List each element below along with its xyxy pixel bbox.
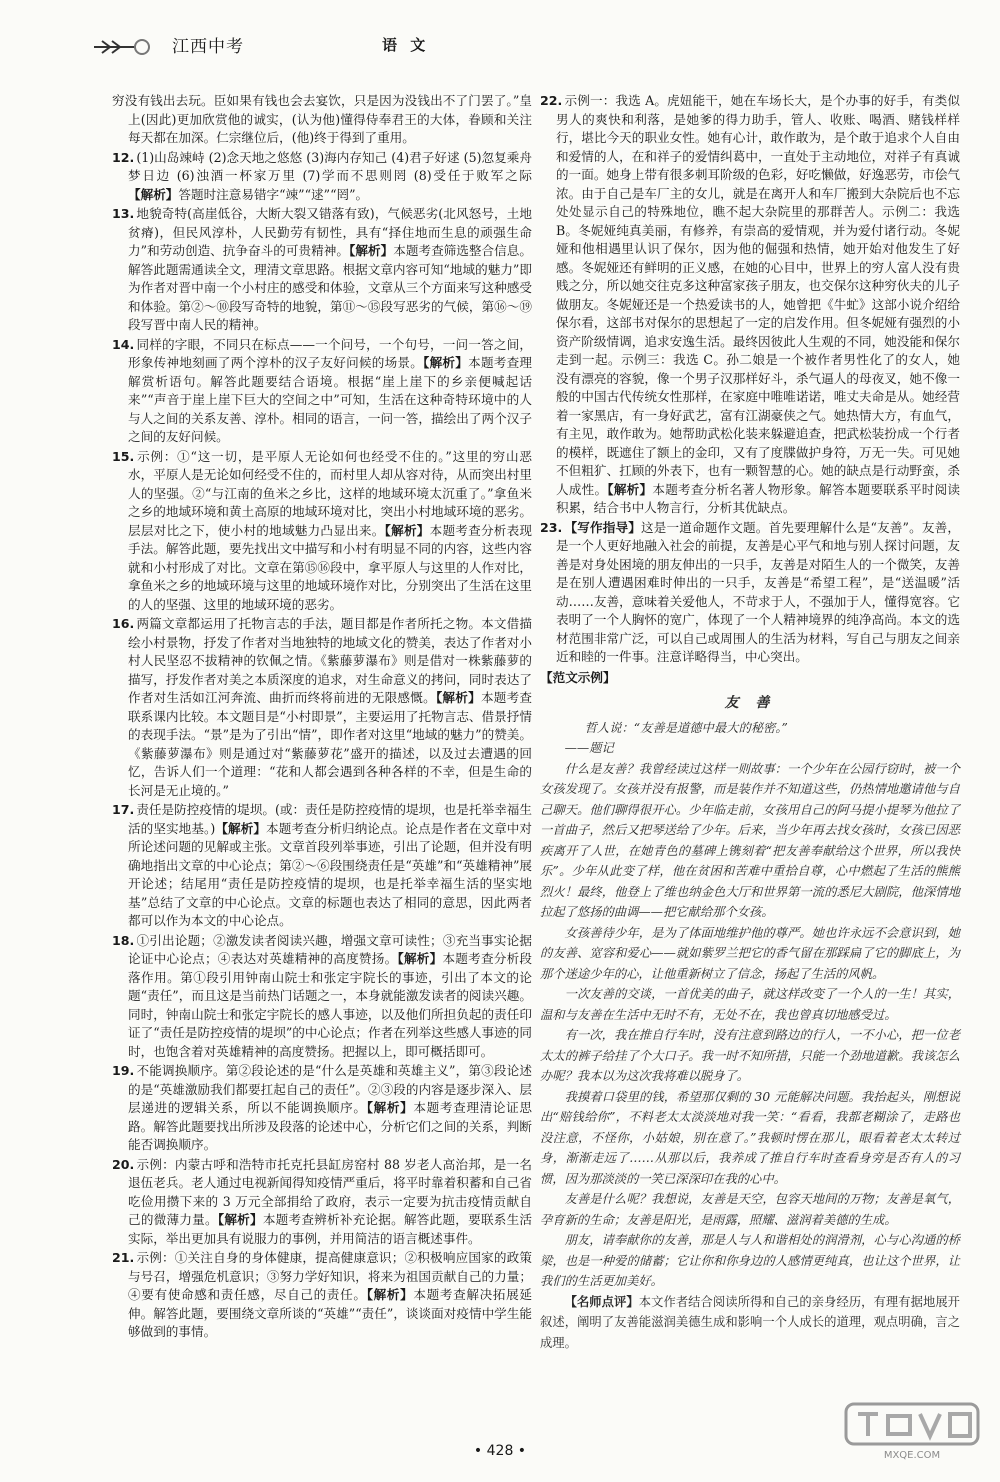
question-number: 12. [112, 149, 135, 165]
answer-item [112, 448, 532, 615]
teacher-comment-text: 本文作者结合阅读所得和自己的亲身经历，有理有据地展开叙述，阐明了友善能滋润美德生成和影响一个人成长的道理，观点明确，言之成理。 [540, 1294, 960, 1350]
answer-text: 示例一：我选 A。虎妞能干，她在车场长大，是个办事的好手，有类似男人的爽快和利落，是她爹的得力助手，管人、收账、喝酒、赌钱样样行，堪比今天的职业女性。她有心计，敢作敢为，是个敢于追求个人自由和爱情的人，在和祥子的爱情纠葛中，一直处于主动地位，对祥子有真诚的一面。她身上带有很多刺耳阶级的色彩，好吃懒做，好逸恶劳，市侩气浓。由于自己是车厂主的女儿，就是在离开人和车厂搬到大杂院后也不忘处处显示自己的特殊地位，瞧不起大杂院里的那群苦人。示例二：我选 B。冬妮娅纯真美丽，有修养，有崇高的爱情观，并为爱付诸行动。冬妮娅和他相遇里认识了保尔，因为他的倔强和热情，她开始对他发生了好感。冬妮娅还有鲜明的正义感，在她的心目中，世界上的穷人富人没有贵贱之分，所以她交往克多这种富家孩子朋友，也交保尔这种穷伙夫的儿子做朋友。冬妮娅还是一个热爱读书的人，她曾把《牛虻》这部小说介绍给保尔看，这部书对保尔的思想起了一定的启发作用。但冬妮娅有强烈的小资产阶级情调，追求安逸生活。最终因彼此人生观的不同，她没能和保尔走到一起。示例三：我选 C。孙二娘是一个被作者男性化了的女人，她没有漂亮的容貌，像一个男子汉那样好斗，杀气逼人的母夜叉，她不像一般的中国古代传统女性那样，在家庭中唯唯诺诺，唯丈夫命是从。她经营着一家黑店，有一身好武艺，富有江湖豪侠之气。她热情大方，有血气，有主见，敢作敢为。她帮助武松化装来躲避追查，把武松装扮成一个行者的模样，既遮住了额上的金印，又有了度牒做护身符，万无一失。可见她不但粗犷、扛顾的外表下，也有一颗智慧的心。她的缺点是行动野蛮，杀人成性。 [556, 93, 960, 497]
analysis-text: 本题考查理清论证思路。解答此题要找出所涉及段落的论述中心，分析它们之间的关系，判断能否调换顺序。 [128, 1100, 533, 1152]
right-column [540, 92, 960, 1353]
left-column [112, 92, 532, 1343]
question-number: 14. [112, 336, 135, 352]
analysis-text: 本题考查分析归纳论点。论点是作者在文章中对所论述问题的见解或主张。文章首段列举事迹，引出了论题，但并没有明确地指出文章的中心论点；第②～⑥段围绕责任是“英雄”和“英雄精神”展开论述；结尾用“责任是防控疫情的堤坝，也是托举幸福生活的坚实地基”总结了文章的中心论点。文章的标题也表达了相同的意思，因此两者都可以作为本文的中心论点。 [128, 820, 532, 928]
answer-item [112, 205, 532, 335]
answer-item [112, 1062, 532, 1155]
question-number: 21. [112, 1250, 135, 1265]
answer-text: 示例：内蒙古呼和浩特市托克托县缸房窑村 88 岁老人高治邦，是一名退伍老兵。老人通过电视新闻得知疫情严重后，将平时靠着积蓄和自己省吃俭用攒下来的 3 万元全部捐给了政府，表示一定要为抗击疫情贡献自己的微薄力量。 [128, 1156, 532, 1227]
analysis-tag: 【解析】 [423, 355, 469, 370]
essay-paragraph: 女孩善待少年，是为了体面地维护他的尊严。她也许永远不会意识到，她的友善、宽容和爱心——就如紫罗兰把它的香气留在那踩扁了它的脚底上，为那个迷途少年的心，让他重新树立了信念，扬起了生活的风帆。 [540, 925, 960, 981]
question-number: 13. [112, 206, 135, 221]
question-number: 22. [540, 93, 563, 108]
question-number: 16. [112, 616, 135, 631]
question-number: 15. [112, 448, 135, 464]
analysis-tag: 【解析】 [384, 522, 430, 538]
essay-paragraph: 友善是什么呢？我想说，友善是天空，包容天地间的万物；友善是氧气，孕育新的生命；友善是阳光，是雨露，照耀、滋润着美德的生成。 [540, 1192, 960, 1227]
watermark-logo-icon [842, 1402, 982, 1464]
answer-item [112, 1249, 532, 1342]
question-number: 19. [112, 1063, 135, 1078]
analysis-text: 本题考查分析段落作用。第①段引用钟南山院士和张定宇院长的事迹，引出了本文的论题“责任”，而且这是当前热门话题之一，本身就能激发读者的阅读兴趣。同时，钟南山院士和张定宇院长的感人事迹，以及他们所担负起的责任印证了“责任是防控疫情的堤坝”的中心论点；作者在列举这些感人事迹的同时，也饱含着对英雄精神的高度赞扬。把握以上，即可概括即可。 [128, 951, 533, 1059]
analysis-text: 本题考查联系课内比较。本文题目是“小村即景”，主要运用了托物言志、借景抒情的表现手法。“景”是为了引出“情”，即作者对这里“地域的魅力”的赞美。《紫藤萝瀑布》则是通过对“紫藤萝花”盛开的描述，以及过去遭遇的回忆，告诉人们一个道理：“花和人都会遇到各种各样的不幸，但是生命的长河是无止境的。” [128, 690, 533, 798]
answer-item [112, 149, 532, 205]
answer-item [112, 615, 532, 800]
analysis-tag: 【解析】 [435, 690, 481, 705]
answer-item [112, 92, 532, 148]
essay-credit: ——题记 [564, 741, 614, 755]
question-number: 23. [540, 519, 563, 535]
page-number: • 428 • [473, 1443, 527, 1459]
analysis-tag: 【解析】 [607, 481, 653, 497]
question-number: 17. [112, 802, 135, 817]
essay-paragraph: 我摸着口袋里的钱，希望那仅剩的 30 元能解决问题。我抬起头，刚想说出“赔钱给你”，不料老太太淡淡地对我一笑：“看看，我都老糊涂了，走路也没注意，不怪你，小姑娘，别在意了。”我顿时愣在那儿，眼看着老太太转过身，渐渐走远了……从那以后，我养成了推自行车时查看身旁是否有人的习惯，因为那淡淡的一笑已深深印在我的心中。 [540, 1089, 960, 1186]
answer-item [112, 932, 532, 1062]
page-header [92, 28, 512, 84]
teacher-comment [540, 1292, 960, 1354]
watermark-text: MXQE.COM [883, 1450, 941, 1461]
answer-text: 不能调换顺序。第②段论述的是“什么是英雄和英雄主义”，第③段论述的是“英雄激励我们都要扛起自己的责任”。②③段的内容是逐步深入、层层递进的逻辑关系，所以不能调换顺序。 [128, 1063, 532, 1115]
answer-item [112, 801, 532, 931]
analysis-tag: 【解析】 [397, 951, 443, 966]
answer-text: 责任是防控疫情的堤坝。(或：责任是防控疫情的堤坝，也是托举幸福生活的坚实地基。) [128, 802, 532, 836]
writing-guide-tag: 【写作指导】 [564, 519, 641, 535]
analysis-text: 本题考查分析表现手法。解答此题，要先找出文中描写和小村有明显不同的内容，这些内容就和小村形成了对比。文章在第⑮⑯段中，拿平原人与这里的人作对比，拿鱼米之乡的地域环境与这里的地域环境作对比，分别突出了生活在这里的人的坚强、这里的地域环境的恶劣。 [128, 522, 533, 612]
header-subject: 语 文 [382, 36, 430, 54]
analysis-tag: 【解析】 [128, 186, 179, 202]
analysis-text: 本题考查筛选整合信息。解答此题需通读全文，理清文章思路。根据文章内容可知“地域的魅力”即为作者对晋中南一个小村庄的感受和体验，文章从三个方面来写这种感受和体验。第②～⑩段写奇特的地貌，第⑪～⑮段写恶劣的气候，第⑯～⑲段写晋中南人民的精神。 [128, 243, 532, 332]
analysis-text: 答题时注意易错字“竦”“逑”“罔”。 [178, 186, 369, 202]
answer-text: 两篇文章都运用了托物言志的手法，题目都是作者所托之物。本文借描绘小村景物，抒发了作者对当地独特的地域文化的赞美，表达了作者对小村人民坚忍不拔精神的钦佩之情。《紫藤萝瀑布》则是借对一株紫藤萝的描写，抒发作者对美之本质深度的追求，对生命意义的拷问，同时表达了作者对生活如江河奔流、曲折而终将前进的无限感慨。 [128, 616, 532, 705]
writing-guide-text: 这是一道命题作文题。首先要理解什么是“友善”。友善，是一个人更好地融入社会的前提，友善是心平气和地与别人探讨问题，友善是对身处困境的朋友伸出的一只手，友善是对陌生人的一个微笑，友善是在别人遭遇困难时伸出的一只手，友善是“希望工程”，是“送温暖”活动……友善，意味着关爱他人，不苛求于人，不强加于人，懂得宽容。它表明了一个人胸怀的宽广，体现了一个人精神境界的纯净高尚。本文的选材范围非常广泛，可以自己或周围人的生活为材料，写自己与朋友之间亲近和睦的一件事。注意详略得当，中心突出。 [556, 519, 960, 664]
answer-text: 示例：①关注自身的身体健康，提高健康意识；②积极响应国家的政策与号召，增强危机意识；③努力学好知识，将来为祖国贡献自己的力量；④要有使命感和责任感，尽自己的责任。 [128, 1250, 532, 1302]
analysis-tag: 【解析】 [366, 1287, 414, 1302]
model-essay [540, 693, 960, 1353]
analysis-tag: 【解析】 [349, 243, 394, 258]
model-essay-label: 【范文示例】 [540, 669, 616, 685]
question-number: 18. [112, 932, 135, 948]
analysis-text: 本题考查辨析补充论据。解答此题，要联系生活实际，举出更加具有说服力的事例，并用简洁的语言概述事件。 [128, 1212, 533, 1246]
essay-paragraph: 什么是友善？我曾经读过这样一则故事：一个少年在公园行窃时，被一个女孩发现了。女孩并没有报警，而是装作并不知道这些，仍热情地邀请他与自己聊天。他们聊得很开心。少年临走前，女孩用自己的阿马提小提琴为他拉了一首曲子，然后又把琴送给了少年。后来，当少年再去找女孩时，女孩已因恶疾离开了人世，在她青色的墓碑上镌刻着“把友善奉献给这个世界，所以我快乐”。少年从此变了样，他在贫困和苦难中重拾自尊，心中燃起了生活的熊熊烈火！最终，他登上了维也纳金色大厅和世界第一流的悉尼大剧院，他深情地拉起了悠扬的曲调——把它献给那个女孩。 [540, 761, 960, 919]
answer-item [112, 336, 532, 447]
essay-paragraph: 朋友，请奉献你的友善，那是人与人和谐相处的润滑剂，心与心沟通的桥梁，也是一种爱的储蓄；它让你和你身边的人感情更纯真，也让这个世界，让我们的生活更加美好。 [540, 1233, 960, 1288]
essay-paragraph: 有一次，我在推自行车时，没有注意到路边的行人，一不小心，把一位老太太的裤子给挂了个大口子。我一时不知所措，只能一个劲地道歉。我该怎么办呢？我本以为这次我将难以脱身了。 [540, 1028, 960, 1083]
analysis-tag: 【解析】 [366, 1100, 414, 1115]
teacher-comment-tag: 【名师点评】 [564, 1293, 639, 1309]
essay-paragraph: 一次友善的交谈，一首优美的曲子，就这样改变了一个人的一生！其实，温和与友善在生活中无时不有，无处不在，我也曾真切地感受过。 [540, 987, 960, 1022]
essay-epigraph: 哲人说：“友善是道德中最大的秘密。” [584, 720, 788, 735]
answer-text: 地貌奇特(高崖低谷，大断大裂又错落有致)，气候恶劣(北风怒号，土地贫瘠)，但民风淳朴，人民勤劳有韧性，具有“择住地而生息的顽强生命力”和劳动创造、抗争奋斗的可贵精神。 [128, 206, 532, 258]
analysis-text: 本题考查分析名著人物形象。解答本题要联系平时阅读积累，结合书中人物言行，分析其优缺点。 [556, 481, 961, 515]
answer-text: ①引出论题；②激发读者阅读兴趣，增强文章可读性；③充当事实论据论证中心论点；④表达对英雄精神的高度赞扬。 [128, 932, 532, 966]
answer-text: 穷没有钱出去玩。臣如果有钱也会去宴饮，只是因为没钱出不了门罢了。”皇上(因此)更加欣赏他的诚实，(认为他)懂得侍奉君王的大体，眷顾和关注每天都在加深。仁宗继位后，(他)终于得到了重用。 [112, 93, 532, 145]
answer-text: 同样的字眼，不同只在标点——一个问号，一个句号，一问一答之间，形象传神地刻画了两个淳朴的汉子友好问候的场景。 [128, 336, 532, 370]
answer-item [112, 1156, 532, 1249]
essay-title: 友 善 [724, 695, 776, 711]
analysis-tag: 【解析】 [215, 820, 267, 836]
header-region: 江西中考 [172, 37, 244, 57]
analysis-text: 本题考查解决拓展延伸。解答此题，要围绕文章所谈的“英雄”“责任”，谈谈面对疫情中学生能够做到的事情。 [128, 1287, 533, 1339]
answer-item [540, 519, 960, 667]
header-arrow-icon [92, 32, 152, 62]
answer-text: 示例：①“这一切，是平原人无论如何也经受不住的。”这里的穷山恶水，平原人是无论如何经受不住的，而村里人却从容对待，从而突出村里人的坚强。②“与江南的鱼米之乡比，这样的地域环境太沉重了。”拿鱼米之乡的地域环境和黄土高原的地域环境对比，突出小村地域环境的恶劣。层层对比之下，使小村的地域魅力凸显出来。 [128, 448, 532, 538]
question-number: 20. [112, 1156, 135, 1172]
answer-text: (1)山岛竦峙 (2)念天地之悠悠 (3)海内存知己 (4)君子好逑 (5)忽复乘舟梦日边 (6)浊酒一杯家万里 (7)学而不思则罔 (8)受任于败军之际 [128, 149, 532, 183]
answer-item [540, 92, 960, 518]
analysis-text: 本题考查理解赏析语句。解答此题要结合语境。根据“崖上崖下的乡亲便喊起话来”“声音于崖上崖下巨大的空间之中”可知，生活在这种奇特环境中的人与人之间的关系友善、淳朴。相同的语言，一问一答，描绘出了两个汉子之间的友好问候。 [128, 355, 533, 444]
analysis-tag: 【解析】 [217, 1212, 263, 1227]
